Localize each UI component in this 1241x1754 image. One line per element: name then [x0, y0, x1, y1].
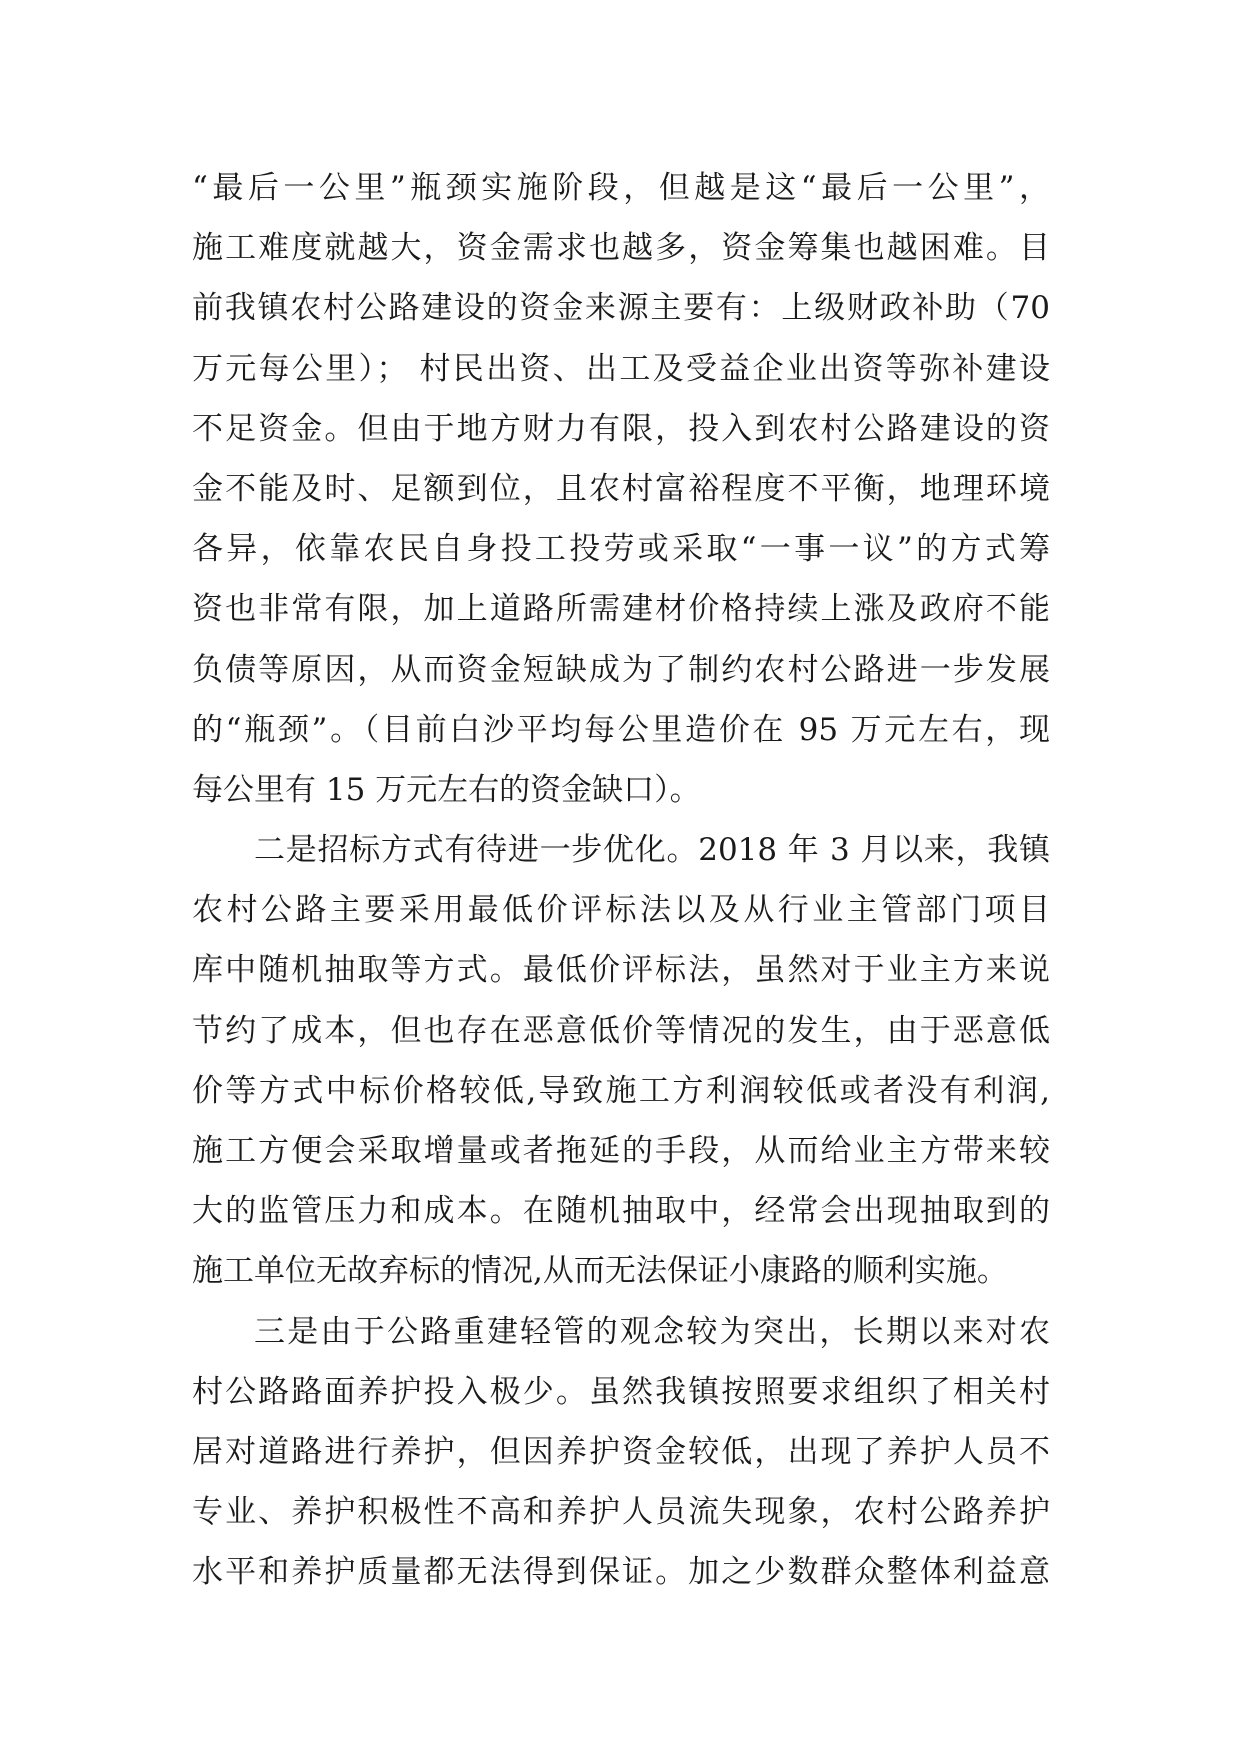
text-line: 施工单位无故弃标的情况,从而无法保证小康路的顺利实施。: [192, 1253, 1008, 1290]
text-line: 每公里有 15 万元左右的资金缺口）。: [192, 771, 701, 808]
text-line: 二是招标方式有待进一步优化。2018 年 3 月以来，我镇: [254, 832, 1050, 869]
text-line: 村公路路面养护投入极少。虽然我镇按照要求组织了相关村: [192, 1373, 1050, 1410]
text-line: 价等方式中标价格较低,导致施工方利润较低或者没有利润,: [192, 1072, 1050, 1109]
text-line: 施工方便会采取增量或者拖延的手段，从而给业主方带来较: [192, 1133, 1050, 1169]
text-line: 金不能及时、足额到位，且农村富裕程度不平衡，地理环境: [192, 470, 1050, 507]
body-text: [192, 158, 1050, 1603]
text-line: 节约了成本，但也存在恶意低价等情况的发生，由于恶意低: [192, 1012, 1050, 1049]
text-line: 水平和养护质量都无法得到保证。加之少数群众整体利益意: [192, 1554, 1050, 1591]
text-line: 负债等原因，从而资金短缺成为了制约农村公路进一步发展: [192, 651, 1050, 688]
text-line: 前我镇农村公路建设的资金来源主要有：上级财政补助（70: [192, 290, 1050, 327]
text-line: 资也非常有限，加上道路所需建材价格持续上涨及政府不能: [192, 591, 1050, 628]
text-line: 库中随机抽取等方式。最低价评标法，虽然对于业主方来说: [192, 952, 1050, 989]
text-line: 的“瓶颈”。（目前白沙平均每公里造价在 95 万元左右，现: [192, 711, 1050, 748]
text-line: 施工难度就越大，资金需求也越多，资金筹集也越困难。目: [192, 230, 1050, 267]
text-line: 不足资金。但由于地方财力有限，投入到农村公路建设的资: [192, 410, 1050, 447]
text-line: 居对道路进行养护，但因养护资金较低，出现了养护人员不: [192, 1433, 1050, 1470]
text-line: 农村公路主要采用最低价评标法以及从行业主管部门项目: [192, 892, 1050, 929]
text-line: “最后一公里”瓶颈实施阶段，但越是这“最后一公里”，: [192, 170, 1050, 206]
text-line: 专业、养护积极性不高和养护人员流失现象，农村公路养护: [192, 1494, 1050, 1531]
text-line: 三是由于公路重建轻管的观念较为突出，长期以来对农: [254, 1313, 1050, 1350]
text-line: 各异，依靠农民自身投工投劳或采取“一事一议”的方式筹: [192, 531, 1050, 568]
text-line: 万元每公里）； 村民出资、出工及受益企业出资等弥补建设: [192, 350, 1050, 387]
text-line: 大的监管压力和成本。在随机抽取中，经常会出现抽取到的: [192, 1193, 1050, 1230]
